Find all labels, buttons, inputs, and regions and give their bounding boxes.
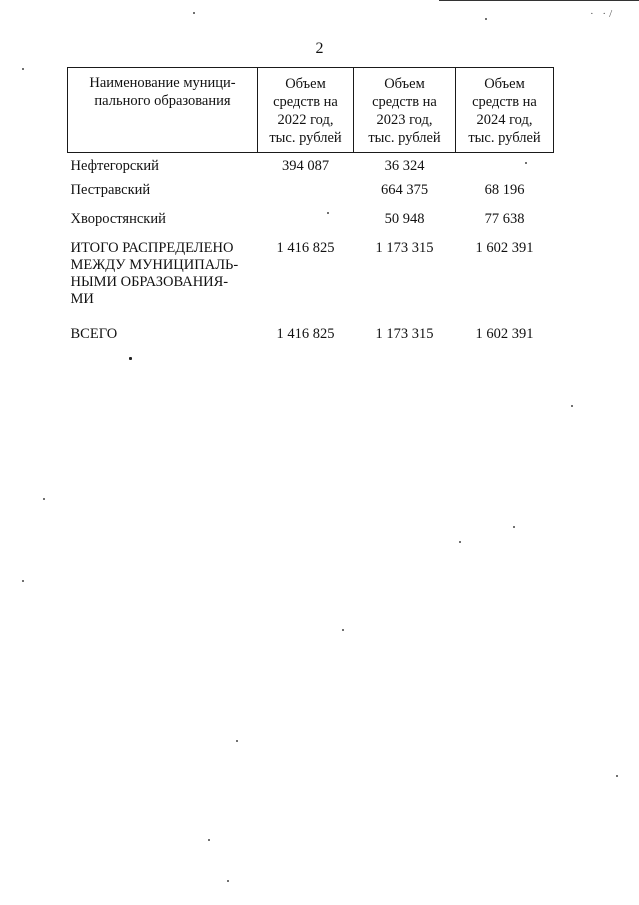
amount-cell-2024: [456, 153, 554, 183]
header-2022: Объем средств на 2022 год, тыс. рублей: [258, 68, 354, 153]
scan-speck: [513, 526, 515, 528]
amount-cell-2024: 68 196: [484, 182, 525, 198]
scan-speck: [193, 12, 195, 14]
table-row: [68, 182, 554, 211]
header-2023: Объем средств на 2023 год, тыс. рублей: [354, 68, 456, 153]
scan-speck: [459, 541, 461, 543]
municipality-name-cell: ВСЕГО: [70, 326, 118, 342]
scan-speck: [485, 18, 487, 20]
scan-speck: [525, 162, 527, 164]
scan-speck: [227, 880, 229, 882]
amount-cell-2022: 394 087: [281, 158, 330, 174]
table-header-row: [68, 68, 554, 153]
scan-speck: [43, 498, 45, 500]
amount-cell-2022: 1 416 825: [276, 240, 335, 256]
table-body: [68, 153, 554, 349]
scan-speck: [22, 580, 24, 582]
amount-cell-2022: [258, 211, 354, 240]
scan-speck: [236, 740, 238, 742]
scan-speck: [129, 357, 132, 360]
scan-speck: [22, 68, 24, 70]
scan-speck: [208, 839, 210, 841]
amount-cell-2023: 36 324: [384, 158, 425, 174]
amount-cell-2023: 50 948: [384, 211, 425, 227]
page-number: 2: [315, 40, 324, 57]
municipality-name-cell: Хворостянский: [70, 211, 166, 227]
table-row: [68, 240, 554, 326]
scan-speck: [327, 212, 329, 214]
amount-cell-2024: 77 638: [484, 211, 525, 227]
municipality-name-cell: Нефтегорский: [70, 158, 159, 174]
budget-table: [67, 67, 554, 348]
scan-speck: [342, 629, 344, 631]
scan-speck: [616, 775, 618, 777]
header-2024: Объем средств на 2024 год, тыс. рублей: [456, 68, 554, 153]
table-row: [68, 326, 554, 348]
amount-cell-2024: 1 602 391: [475, 326, 534, 342]
amount-cell-2022: [258, 182, 354, 211]
scan-edge-line: [439, 0, 639, 1]
table-row: [68, 211, 554, 240]
scan-speck: [571, 405, 573, 407]
amount-cell-2023: 1 173 315: [375, 240, 434, 256]
amount-cell-2023: 1 173 315: [375, 326, 434, 342]
header-municipality: Наименование муници- пального образования: [68, 68, 258, 153]
scan-corner-mark: · ·/: [590, 8, 616, 20]
table-row: [68, 153, 554, 183]
municipality-name-cell: Пестравский: [70, 182, 151, 198]
amount-cell-2023: 664 375: [380, 182, 429, 198]
amount-cell-2024: 1 602 391: [475, 240, 534, 256]
amount-cell-2022: 1 416 825: [276, 326, 335, 342]
municipality-name-cell: ИТОГО РАСПРЕДЕЛЕНО МЕЖДУ МУНИЦИПАЛЬ- НЫМИ ОБРАЗОВАНИЯ- МИ: [70, 240, 239, 307]
